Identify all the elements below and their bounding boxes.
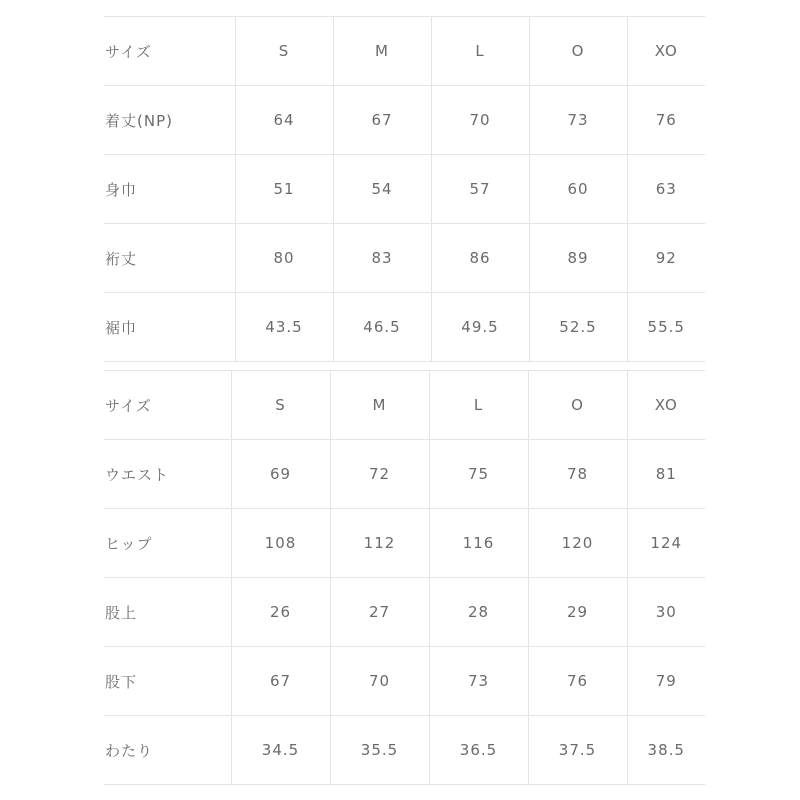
size-header-cell: S — [231, 371, 330, 440]
row-label: 着丈(NP) — [104, 86, 235, 155]
table-cell: 52.5 — [529, 293, 627, 362]
table-cell: 73 — [429, 647, 528, 716]
table-cell: 76 — [528, 647, 627, 716]
row-label: ヒップ — [104, 509, 231, 578]
size-header-cell: XO — [627, 17, 705, 86]
table-cell: 70 — [330, 647, 429, 716]
table-cell: 67 — [333, 86, 431, 155]
table-cell: 38.5 — [627, 716, 705, 785]
row-label: 裾巾 — [104, 293, 235, 362]
size-header-cell: L — [429, 371, 528, 440]
table-cell: 63 — [627, 155, 705, 224]
table-cell: 36.5 — [429, 716, 528, 785]
table-cell: 78 — [528, 440, 627, 509]
table-cell: 116 — [429, 509, 528, 578]
table-cell: 72 — [330, 440, 429, 509]
table-cell: 51 — [235, 155, 333, 224]
table-cell: 79 — [627, 647, 705, 716]
size-header-cell: O — [528, 371, 627, 440]
size-header-cell: L — [431, 17, 529, 86]
row-label: わたり — [104, 716, 231, 785]
size-header-cell: XO — [627, 371, 705, 440]
table-cell: 108 — [231, 509, 330, 578]
table-cell: 26 — [231, 578, 330, 647]
table-cell: 30 — [627, 578, 705, 647]
table-cell: 89 — [529, 224, 627, 293]
table-cell: 92 — [627, 224, 705, 293]
table-cell: 37.5 — [528, 716, 627, 785]
table-cell: 73 — [529, 86, 627, 155]
table-cell: 76 — [627, 86, 705, 155]
table-cell: 70 — [431, 86, 529, 155]
row-label: サイズ — [104, 17, 235, 86]
table-row — [104, 155, 705, 224]
table-cell: 54 — [333, 155, 431, 224]
table-cell: 120 — [528, 509, 627, 578]
table-row — [104, 224, 705, 293]
table-cell: 60 — [529, 155, 627, 224]
row-label: 股上 — [104, 578, 231, 647]
bottom-size-table — [104, 370, 705, 785]
table-cell: 75 — [429, 440, 528, 509]
table-cell: 43.5 — [235, 293, 333, 362]
row-label: サイズ — [104, 371, 231, 440]
table-cell: 28 — [429, 578, 528, 647]
size-header-cell: O — [529, 17, 627, 86]
table-cell: 55.5 — [627, 293, 705, 362]
size-header-cell: S — [235, 17, 333, 86]
table-row — [104, 509, 705, 578]
row-label: 裄丈 — [104, 224, 235, 293]
table-header-row — [104, 371, 705, 440]
table-row — [104, 578, 705, 647]
row-label: 股下 — [104, 647, 231, 716]
table-row — [104, 86, 705, 155]
table-cell: 124 — [627, 509, 705, 578]
table-cell: 67 — [231, 647, 330, 716]
size-header-cell: M — [333, 17, 431, 86]
table-cell: 57 — [431, 155, 529, 224]
table-cell: 34.5 — [231, 716, 330, 785]
table-row — [104, 440, 705, 509]
table-cell: 64 — [235, 86, 333, 155]
row-label: 身巾 — [104, 155, 235, 224]
table-header-row — [104, 17, 705, 86]
table-cell: 29 — [528, 578, 627, 647]
table-row — [104, 716, 705, 785]
table-cell: 35.5 — [330, 716, 429, 785]
table-cell: 49.5 — [431, 293, 529, 362]
table-cell: 81 — [627, 440, 705, 509]
table-cell: 69 — [231, 440, 330, 509]
table-cell: 83 — [333, 224, 431, 293]
table-cell: 80 — [235, 224, 333, 293]
top-size-table — [104, 16, 705, 362]
table-cell: 86 — [431, 224, 529, 293]
row-label: ウエスト — [104, 440, 231, 509]
table-cell: 46.5 — [333, 293, 431, 362]
table-cell: 27 — [330, 578, 429, 647]
size-header-cell: M — [330, 371, 429, 440]
table-row — [104, 293, 705, 362]
table-cell: 112 — [330, 509, 429, 578]
table-row — [104, 647, 705, 716]
